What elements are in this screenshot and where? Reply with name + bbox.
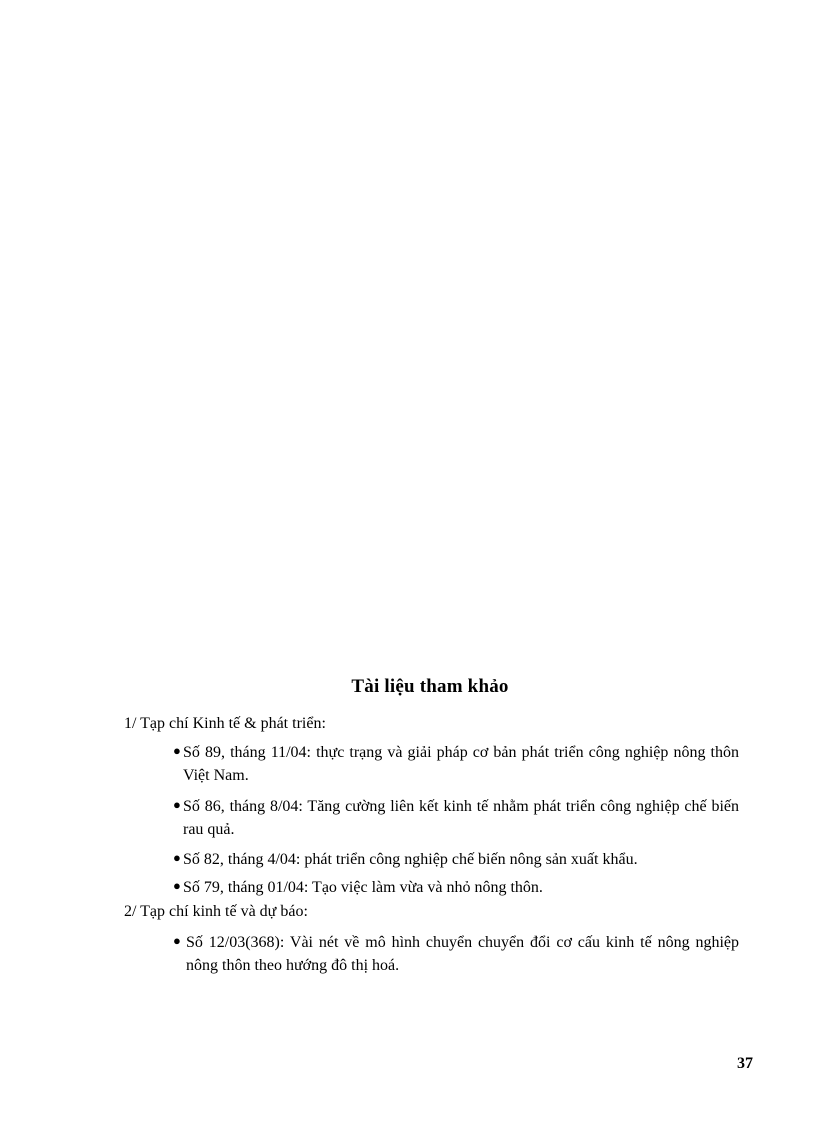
reference-text: Số 12/03(368): Vài nét về mô hình chuyển chuyển đổi cơ cấu kinh tế nông nghiệp nông thôn theo hướng đô thị hoá. <box>186 934 739 974</box>
bullet-icon: ● <box>173 743 181 758</box>
bullet-icon: ● <box>173 797 181 812</box>
page-title: Tài liệu tham khảo <box>351 676 509 697</box>
reference-item-1-3 <box>173 848 739 871</box>
reference-item-1-2 <box>173 795 739 841</box>
reference-item-1-4 <box>173 876 739 899</box>
reference-text: Số 79, tháng 01/04: Tạo việc làm vừa và nhỏ nông thôn. <box>183 879 543 896</box>
reference-text: Số 86, tháng 8/04: Tăng cường liên kết kinh tế nhằm phát triển công nghiệp chế biến rau quả. <box>183 798 739 838</box>
reference-text: Số 89, tháng 11/04: thực trạng và giải pháp cơ bản phát triển công nghiệp nông thôn Việt Nam. <box>183 744 739 784</box>
bullet-icon: ● <box>173 850 181 865</box>
section-heading-2: 2/ Tạp chí kinh tế và dự báo: <box>124 903 308 920</box>
bullet-icon: ● <box>173 933 181 948</box>
bullet-icon: ● <box>173 878 181 893</box>
reference-text: Số 82, tháng 4/04: phát triển công nghiệp chế biến nông sản xuất khẩu. <box>183 851 638 868</box>
reference-item-2-1 <box>173 931 739 977</box>
reference-item-1-1 <box>173 741 739 787</box>
section-heading-1: 1/ Tạp chí Kinh tế & phát triển: <box>124 715 326 732</box>
page-number: 37 <box>737 1055 753 1072</box>
